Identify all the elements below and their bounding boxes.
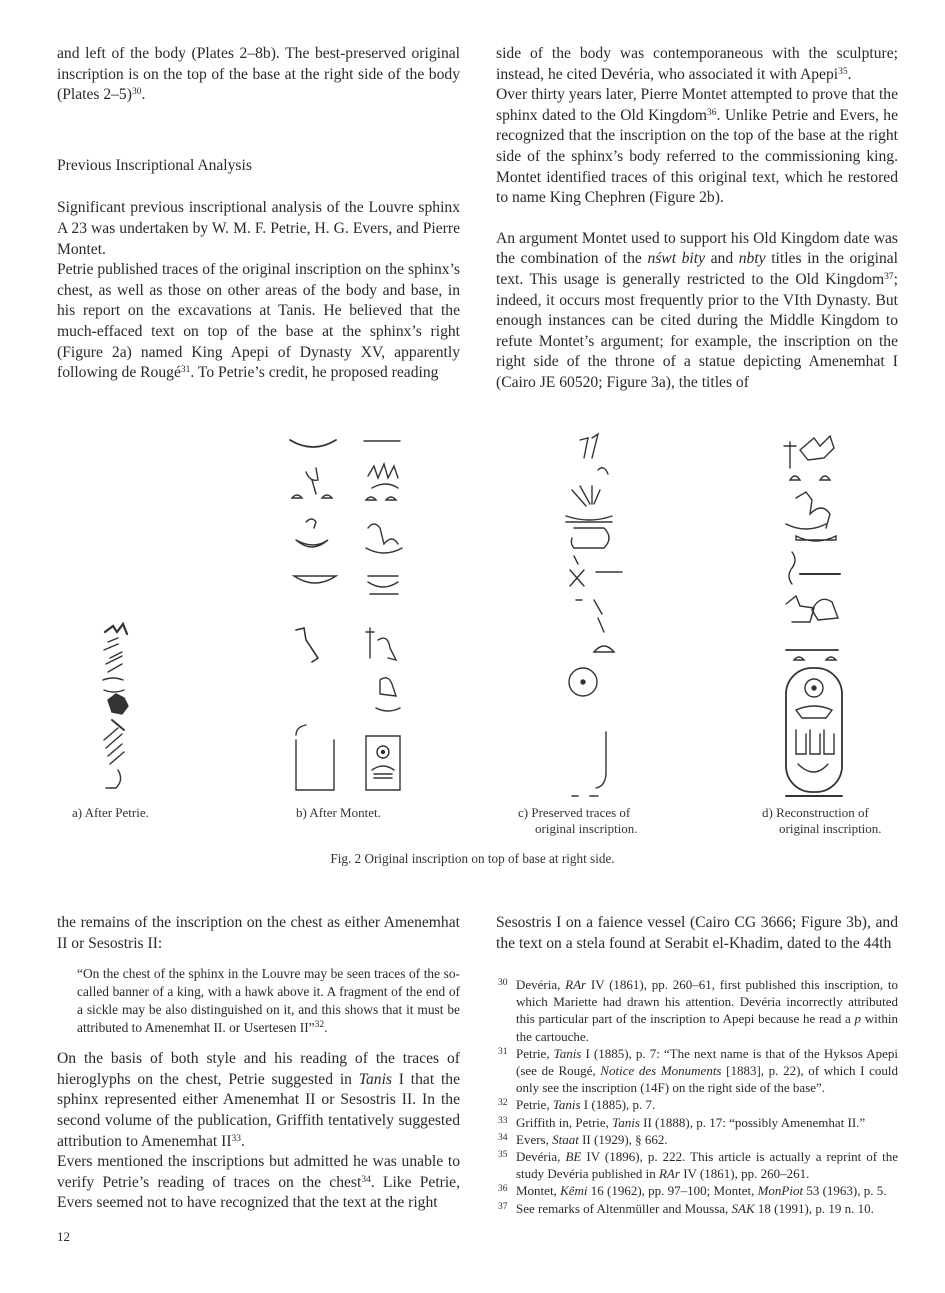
caption-c: c) Preserved traces of original inscription. — [518, 805, 638, 836]
footnote: 36 Montet, Kêmi 16 (1962), pp. 97–100; Montet, MonPiot 53 (1963), p. 5. — [498, 1183, 887, 1199]
footnote: 32 Petrie, Tanis I (1885), p. 7. — [498, 1097, 656, 1113]
paragraph: the remains of the inscription on the chest as either Amenemhat II or Sesostris II: — [57, 914, 460, 952]
footnote: 37 See remarks of Altenmüller and Moussa, SAK 18 (1991), p. 19 n. 10. — [498, 1200, 874, 1216]
paragraph: Sesostris I on a faience vessel (Cairo CG 3666; Figure 3b), and the text on a stela found at Serabit el-Khadim, dated to the 44th — [496, 914, 898, 952]
caption-d: d) Reconstruction of original inscription. — [762, 805, 882, 836]
paragraph: side of the body was contemporaneous with the sculpture; instead, he cited Devéria, who associated it with Apepi$^{35}$. — [496, 45, 898, 83]
hieroglyph-column-b-right — [364, 441, 402, 790]
caption-b: b) After Montet. — [296, 805, 381, 820]
footnote: 34 Evers, Staat II (1929), § 662. — [498, 1131, 668, 1147]
section-heading: Previous Inscriptional Analysis — [57, 156, 252, 174]
column-bottom-left — [57, 913, 460, 1214]
footnote-ref[interactable]: 32 — [314, 1020, 325, 1031]
hieroglyph-traces-a — [103, 624, 128, 788]
paragraph: Significant previous inscriptional analysis of the Louvre sphinx A 23 was undertaken by W. M. F. Petrie, H. G. Evers, and Pierre Montet. — [57, 199, 460, 258]
footnotes — [496, 976, 898, 1217]
paragraph: Evers mentioned the inscriptions but admitted he was unable to verify Petrie’s reading of traces on the chest$^{34}$. Like Petrie, Evers seemed not to have recognized that the text at the right — [57, 1153, 460, 1212]
hieroglyph-traces-c — [566, 434, 622, 796]
figure-caption: Fig. 2 Original inscription on top of base at right side. — [330, 851, 615, 866]
block-quote: “On the chest of the sphinx in the Louvre may be seen traces of the so-called banner of a king, with a hawk above it. A fragment of the end of a sickle may be also distinguished on it, and this shows that it must be attributed to Amenemhat II. or Usertesen II”$^{32}$. — [77, 966, 460, 1036]
footnote: 33 Griffith in, Petrie, Tanis II (1888), p. 17: “possibly Amenemhat II.” — [498, 1114, 866, 1130]
footnote-ref[interactable]: 37 — [884, 271, 894, 282]
column-bottom-right — [496, 913, 898, 954]
footnote-ref[interactable]: 33 — [231, 1133, 242, 1144]
paragraph: and left of the body (Plates 2–8b). The best-preserved original inscription is on the top of the base at the right side of the body (Plates 2–5)$^{30}$. — [57, 45, 460, 104]
page-number: 12 — [57, 1229, 70, 1244]
footnote: 30 Devéria, RAr IV (1861), pp. 260–61, first published this inscription, to which Mariette had drawn his attention. Devéria incorrectly attributed this particular part of the inscription to Apepi because he read a p within the cartouche. — [498, 977, 899, 1044]
paragraph: An argument Montet used to support his Old Kingdom date was the combination of the nśwt bity and nbty titles in the original text. This usage is generally restricted to the Old Kingdom$^{37}$; indeed, it occurs most frequently prior to the VIth Dynasty. But enough instances can be cited during the Middle Kingdom to refute Montet’s argument; for example, the inscription on the right side of the throne of a statue depicting Amenemhat I (Cairo JE 60520; Figure 3a), the titles of — [496, 229, 899, 391]
paragraph: Petrie published traces of the original inscription on the sphinx’s chest, as well as those on other areas of the body and base, in his report on the excavations at Tanis. He believed that the much-effaced text on top of the base at the sphinx’s right (Figure 2a) named King Apepi of Dynasty XV, apparently following de Rougé$^{31}$. To Petrie’s credit, he proposed reading — [57, 261, 460, 382]
footnote-ref[interactable]: 31 — [180, 365, 191, 376]
footnote-ref[interactable]: 34 — [361, 1174, 371, 1185]
hieroglyph-reconstruction-d — [784, 436, 842, 796]
paragraph: On the basis of both style and his reading of the traces of hieroglyphs on the chest, Petrie suggested in Tanis I that the sphinx represented either Amenemhat II or Sesostris II. In the second volume of the publication, Griffith tentatively suggested attribution to Amenemhat II$^{33}$. — [57, 1050, 460, 1150]
hieroglyph-column-b-left — [290, 440, 336, 790]
footnote-ref[interactable]: 35 — [838, 66, 848, 77]
footnote-ref[interactable]: 30 — [131, 87, 142, 98]
footnote-ref[interactable]: 36 — [707, 107, 717, 118]
caption-a: a) After Petrie. — [72, 805, 149, 820]
footnote: 35 Devéria, BE IV (1896), p. 222. This article is actually a reprint of the study Devéria published in RAr IV (1861), pp. 260–261. — [498, 1149, 898, 1182]
paragraph: Over thirty years later, Pierre Montet attempted to prove that the sphinx dated to the Old Kingdom$^{36}$. Unlike Petrie and Evers, he recognized that the inscription on the top of the base at the right side of the sphinx’s body referred to the commissioning king. Montet identified traces of this original text, which he restored to name King Chephren (Figure 2b). — [496, 86, 898, 207]
footnote: 31 Petrie, Tanis I (1885), p. 7: “The next name is that of the Hyksos Apepi (see de Rougé, Notice des Monuments [1883], p. 22), of which I could only see the inscription (14F) on the right side of the base”. — [498, 1045, 898, 1096]
